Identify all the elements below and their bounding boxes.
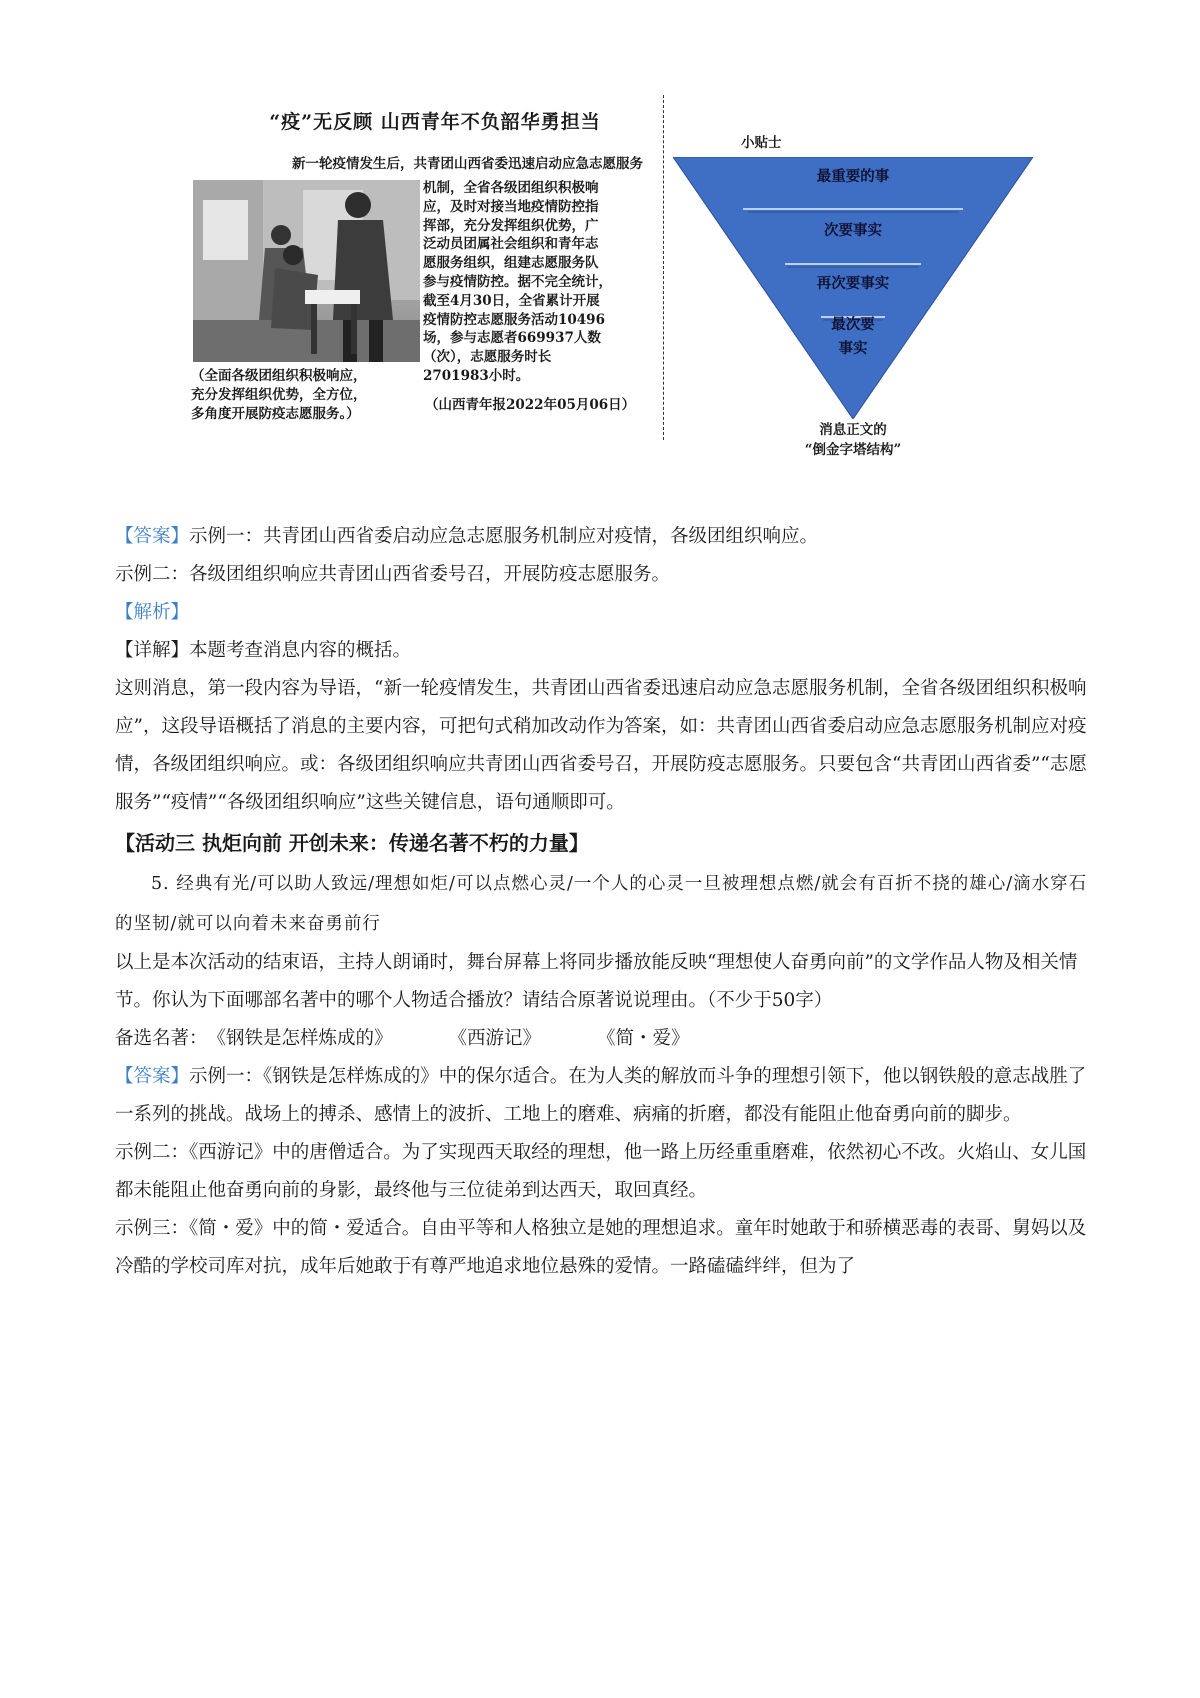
- answer-2-tag: 【答案】: [115, 1066, 190, 1087]
- clipping-body: 机制，全省各级团组织积极响 应，及时对接当地疫情防控指 挥部，充分发挥组织优势，广 泛动员团属社会组织和青年志 愿服务组织，组建志愿服务队 参与疫情防控。据不完全统计， 截至4月30日，全省累计开展 疫情防控志愿服务活动10496 场，参与志愿者669937人数 （次），志愿服务时长 2701983小时。: [423, 180, 612, 384]
- answer-1-text: 示例一：共青团山西省委启动应急志愿服务机制应对疫情，各级团组织响应。: [189, 526, 819, 547]
- detail-line: 【详解】本题考查消息内容的概括。: [115, 640, 412, 661]
- pyramid-level-2: 次要事实: [824, 222, 882, 239]
- inverted-pyramid-diagram: [673, 157, 1033, 423]
- tip-label: 小贴士: [741, 135, 782, 151]
- news-figure: [193, 95, 1033, 460]
- question-5-prompt: 以上是本次活动的结束语，主持人朗诵时，舞台屏幕上将同步播放能反映“理想使人奋勇向前”的文学作品人物及相关情节。你认为下面哪部名著中的哪个人物适合播放？请结合原著说说理由。（不少于50字）: [115, 952, 1078, 1011]
- explanation-paragraph: 这则消息，第一段内容为导语，“新一轮疫情发生，共青团山西省委迅速启动应急志愿服务机制，全省各级团组织积极响应”，这段导语概括了消息的主要内容，可把句式稍加改动作为答案，如：共青团山西省委启动应急志愿服务机制应对疫情，各级团组织响应。或：各级团组织响应共青团山西省委号召，开展防疫志愿服务。只要包含“共青团山西省委”“志愿服务”“疫情”“各级团组织响应”这些关键信息，语句通顺即可。: [115, 678, 1087, 813]
- question-5: 5. 经典有光/可以助人致远/理想如炬/可以点燃心灵/一个人的心灵一旦被理想点燃/就会有百折不挠的雄心/滴水穿石的坚韧/就可以向着未来奋勇前行: [115, 874, 1088, 934]
- photo-caption: （全面各级团组织积极响应， 充分发挥组织优势，全方位， 多角度开展防疫志愿服务。）: [191, 368, 367, 422]
- book-option-1: 《钢铁是怎样炼成的》: [207, 1028, 393, 1049]
- book-option-2: 《西游记》: [448, 1028, 542, 1049]
- pyramid-caption-line1: 消息正文的: [819, 422, 887, 438]
- pyramid-caption: [793, 420, 913, 460]
- analysis-tag: 【解析】: [115, 602, 190, 623]
- clipping-subtitle: 新一轮疫情发生后，共青团山西省委迅速启动应急志愿服务: [292, 156, 643, 172]
- activity-heading: 【活动三 执炬向前 开创未来：传递名著不朽的力量】: [115, 831, 589, 855]
- answer-1-example-2: 示例二：各级团组织响应共青团山西省委号召，开展防疫志愿服务。: [115, 564, 671, 585]
- volunteer-photo: [193, 180, 420, 362]
- book-options: [115, 1020, 1090, 1058]
- pyramid-level-1: 最重要的事: [816, 168, 890, 185]
- answer-1: [115, 518, 1090, 556]
- pyramid-caption-line2: “倒金字塔结构”: [804, 442, 902, 458]
- book-option-3: 《简・爱》: [597, 1028, 690, 1049]
- clipping-source: （山西青年报2022年05月06日）: [425, 397, 636, 413]
- answer-2-example-3: 示例三：《简・爱》中的简・爱适合。自由平等和人格独立是她的理想追求。童年时她敢于和骄横恶毒的表哥、舅妈以及冷酷的学校司库对抗，成年后她敢于有尊严地追求地位悬殊的爱情。一路磕磕绊绊，但为了: [115, 1218, 1087, 1277]
- figure-divider: [663, 95, 664, 440]
- pyramid-level-4: 最次要: [831, 316, 875, 333]
- answer-2-example-2: 示例二：《西游记》中的唐僧适合。为了实现西天取经的理想，他一路上历经重重磨难，依然初心不改。火焰山、女儿国都未能阻止他奋勇向前的身影，最终他与三位徒弟到达西天，取回真经。: [115, 1142, 1087, 1201]
- pyramid-level-4b: 事实: [838, 340, 868, 357]
- answer-tag: 【答案】: [115, 526, 190, 547]
- pyramid-level-3: 再次要事实: [816, 275, 890, 292]
- document-body: [115, 518, 1090, 1286]
- clipping-title: “疫”无反顾 山西青年不负韶华勇担当: [269, 111, 601, 133]
- books-label: 备选名著：: [115, 1028, 208, 1049]
- answer-2: [115, 1058, 1090, 1134]
- answer-2-text: 示例一：《钢铁是怎样炼成的》中的保尔适合。在为人类的解放而斗争的理想引领下，他以钢铁般的意志战胜了一系列的挑战。战场上的搏杀、感情上的波折、工地上的磨难、病痛的折磨，都没有能阻止他奋勇向前的脚步。: [115, 1066, 1087, 1125]
